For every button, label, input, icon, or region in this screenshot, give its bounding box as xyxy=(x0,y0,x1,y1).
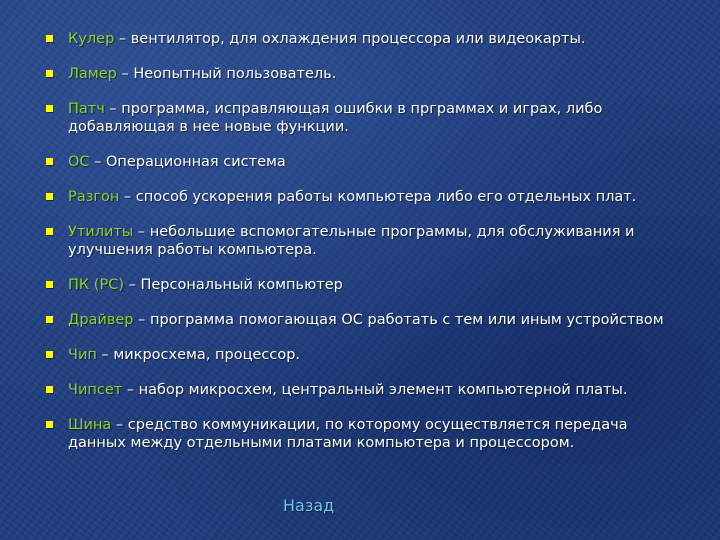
list-item xyxy=(46,381,686,399)
glossary-term[interactable]: Драйвер xyxy=(68,312,134,328)
glossary-term[interactable]: Разгон xyxy=(68,189,120,205)
list-item xyxy=(46,311,686,329)
square-bullet-icon xyxy=(46,351,53,358)
square-bullet-icon xyxy=(46,105,53,112)
square-bullet-icon xyxy=(46,35,53,42)
list-item xyxy=(46,416,686,452)
glossary-term[interactable]: ПК (PC) xyxy=(68,277,124,293)
square-bullet-icon xyxy=(46,386,53,393)
glossary-term[interactable]: Кулер xyxy=(68,31,115,47)
glossary-term[interactable]: Ламер xyxy=(68,66,117,82)
glossary-term[interactable]: Чип xyxy=(68,347,97,363)
glossary-term[interactable]: Патч xyxy=(68,101,105,117)
list-item xyxy=(46,188,686,206)
glossary-definition: – Неопытный пользователь. xyxy=(116,66,337,82)
glossary-definition: – набор микросхем, центральный элемент компьютерной платы. xyxy=(122,382,628,398)
glossary-definition: – способ ускорения работы компьютера либо его отдельных плат. xyxy=(119,189,637,205)
glossary-definition: – вентилятор, для охлаждения процессора или видеокарты. xyxy=(114,31,586,47)
list-item xyxy=(46,153,686,171)
glossary-definition: – программа помогающая ОС работать с тем или иным устройством xyxy=(133,312,664,328)
square-bullet-icon xyxy=(46,421,53,428)
glossary-term[interactable]: Утилиты xyxy=(68,224,134,240)
glossary-term[interactable]: ОС xyxy=(68,154,90,170)
glossary-definition: – микросхема, процессор. xyxy=(96,347,301,363)
back-link[interactable]: Назад xyxy=(283,496,335,515)
glossary-definition: – небольшие вспомогательные программы, для обслуживания и улучшения работы компьютера. xyxy=(68,224,635,258)
glossary-definition: – программа, исправляющая ошибки в прграммах и играх, либо добавляющая в нее новые функции. xyxy=(68,101,603,135)
glossary-term[interactable]: Шина xyxy=(68,417,112,433)
square-bullet-icon xyxy=(46,193,53,200)
square-bullet-icon xyxy=(46,158,53,165)
list-item xyxy=(46,65,686,83)
square-bullet-icon xyxy=(46,228,53,235)
list-item xyxy=(46,30,686,48)
square-bullet-icon xyxy=(46,281,53,288)
list-item xyxy=(46,346,686,364)
glossary-definition: – средство коммуникации, по которому осуществляется передача данных между отдельными платами компьютера и процессором. xyxy=(68,417,628,451)
list-item xyxy=(46,100,686,136)
square-bullet-icon xyxy=(46,316,53,323)
glossary-term[interactable]: Чипсет xyxy=(68,382,123,398)
glossary-list xyxy=(46,30,686,469)
glossary-definition: – Персональный компьютер xyxy=(124,277,343,293)
list-item xyxy=(46,276,686,294)
glossary-definition: – Операционная система xyxy=(89,154,286,170)
square-bullet-icon xyxy=(46,70,53,77)
list-item xyxy=(46,223,686,259)
